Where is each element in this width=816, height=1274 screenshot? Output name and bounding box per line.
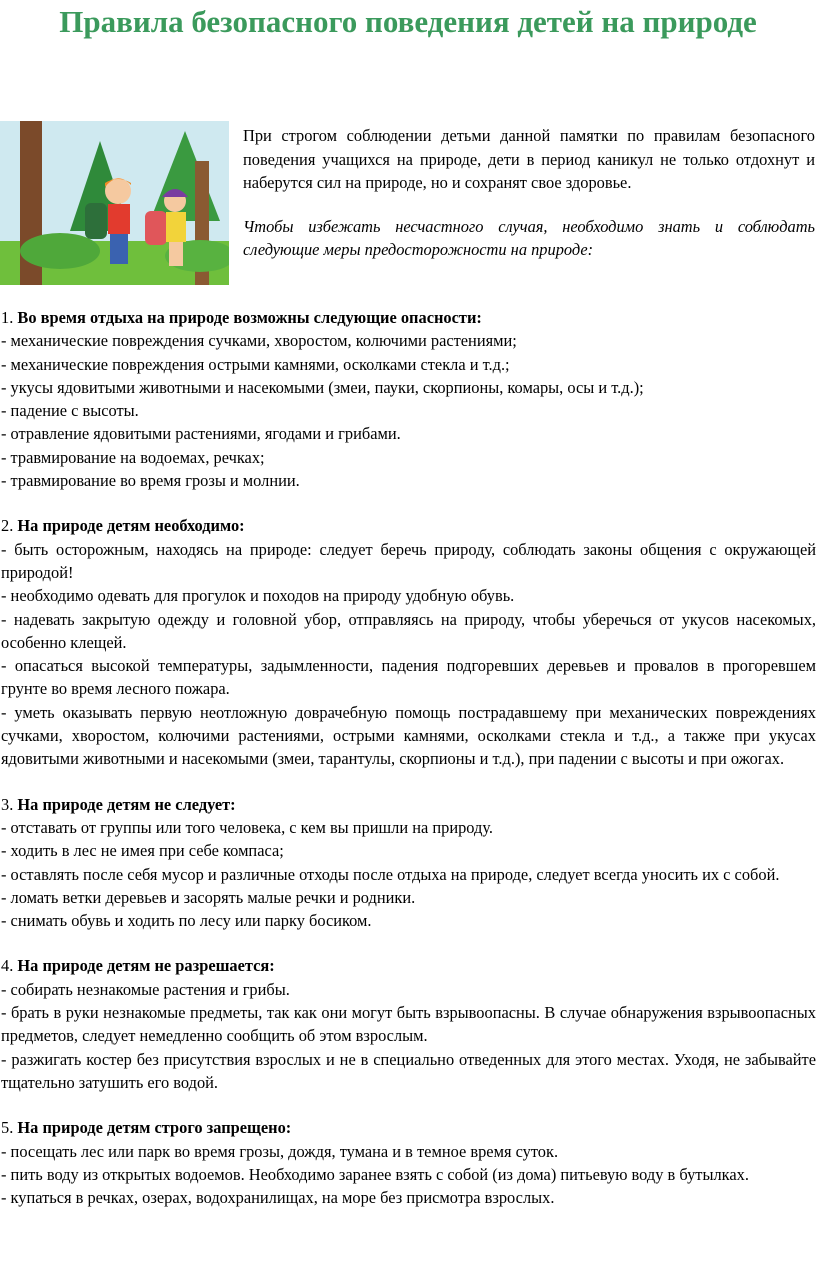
list-item: - разжигать костер без присутствия взрослых и не в специально отведенных для этого местах. Уходя, не забывайте тщательно затушить его водой. [1, 1049, 816, 1092]
section-number: 5. [1, 1118, 14, 1138]
list-item: - механические повреждения сучками, хворостом, колючими растениями; [1, 331, 517, 351]
section-heading [1, 954, 816, 977]
list-item: - отравление ядовитыми растениями, ягодами и грибами. [1, 424, 401, 444]
section-should-not [1, 793, 816, 933]
list-item: - оставлять после себя мусор и различные отходы после отдыха на природе, следует всегда уносить их с собой. [1, 864, 780, 884]
list-item: - снимать обувь и ходить по лесу или парку босиком. [1, 911, 372, 931]
list-item: - ходить в лес не имея при себе компаса; [1, 841, 284, 861]
section-number: 2. [1, 516, 14, 536]
list-item: - быть осторожным, находясь на природе: следует беречь природу, соблюдать законы общения с окружающей природой! [1, 539, 816, 582]
section-title: На природе детям не разрешается: [17, 956, 275, 976]
list-item: - брать в руки незнакомые предметы, так как они могут быть взрывоопасны. В случае обнаружения взрывоопасных предметов, следует немедленно сообщить об этом взрослым. [1, 1003, 816, 1046]
section-title: На природе детям строго запрещено: [17, 1118, 292, 1138]
list-item: - уметь оказывать первую неотложную доврачебную помощь пострадавшему при механических повреждениях сучками, хворостом, колючими растениями, острыми камнями, осколками стекла и т.д., а также при укусах ядовитыми животными и насекомыми (змеи, тарантулы, скорпионы и т.д.), при падении с высоты и при ожогах. [1, 702, 816, 769]
section-heading [1, 514, 816, 537]
section-title: Во время отдыха на природе возможны следующие опасности: [17, 308, 482, 327]
boy-legs [110, 234, 128, 264]
section-heading [1, 793, 816, 816]
section-title: На природе детям не следует: [17, 794, 236, 814]
intro-paragraph: При строгом соблюдении детьми данной памятки по правилам безопасного поведения учащихся на природе, дети в период каникул не только отдохнут и наберутся сил на природе, но и сохранят свое здоровье. [243, 126, 815, 192]
list-item: - травмирование на водоемах, речках; [1, 447, 265, 467]
section-forbidden [1, 1116, 816, 1209]
section-heading [1, 306, 816, 329]
bush [20, 233, 100, 269]
section-heading [1, 1116, 816, 1139]
section-necessary [1, 514, 816, 770]
list-item: - пить воду из открытых водоемов. Необходимо заранее взять с собой (из дома) питьевую воду в бутылках. [1, 1164, 749, 1184]
hiking-children-illustration [0, 121, 229, 285]
list-item: - надевать закрытую одежду и головной убор, отправляясь на природу, чтобы уберечься от укусов насекомых, особенно клещей. [1, 609, 816, 652]
list-item: - посещать лес или парк во время грозы, дождя, тумана и в темное время суток. [1, 1141, 559, 1161]
section-not-allowed [1, 954, 816, 1094]
girl-dress [166, 212, 186, 242]
section-number: 3. [1, 794, 14, 814]
list-item: - опасаться высокой температуры, задымленности, падения подгоревших деревьев и провалов в прогоревшем грунте во время лесного пожара. [1, 656, 816, 699]
list-item: - механические повреждения острыми камнями, осколками стекла и т.д.; [1, 354, 510, 374]
backpack [145, 211, 167, 245]
backpack [85, 203, 107, 239]
section-title: На природе детям необходимо: [17, 516, 245, 536]
rules-list [1, 306, 816, 1231]
section-number: 1. [1, 308, 14, 327]
list-item: - травмирование во время грозы и молнии. [1, 471, 300, 491]
page-title: Правила безопасного поведения детей на природе [59, 4, 757, 39]
list-item: - купаться в речках, озерах, водохранилищах, на море без присмотра взрослых. [1, 1188, 555, 1208]
girl-legs [169, 242, 183, 266]
list-item: - отставать от группы или того человека, с кем вы пришли на природу. [1, 817, 493, 837]
intro-italic-note: Чтобы избежать несчастного случая, необходимо знать и соблюдать следующие меры предосторожности на природе: [243, 216, 815, 259]
list-item: - ломать ветки деревьев и засорять малые речки и родники. [1, 887, 416, 907]
intro-text [243, 124, 815, 262]
section-number: 4. [1, 956, 14, 976]
boy-shirt [108, 204, 130, 234]
list-item: - укусы ядовитыми животными и насекомыми (змеи, пауки, скорпионы, комары, осы и т.д.); [1, 377, 644, 397]
section-dangers [1, 306, 816, 492]
list-item: - падение с высоты. [1, 401, 139, 421]
list-item: - собирать незнакомые растения и грибы. [1, 979, 290, 999]
list-item: - необходимо одевать для прогулок и походов на природу удобную обувь. [1, 586, 515, 606]
